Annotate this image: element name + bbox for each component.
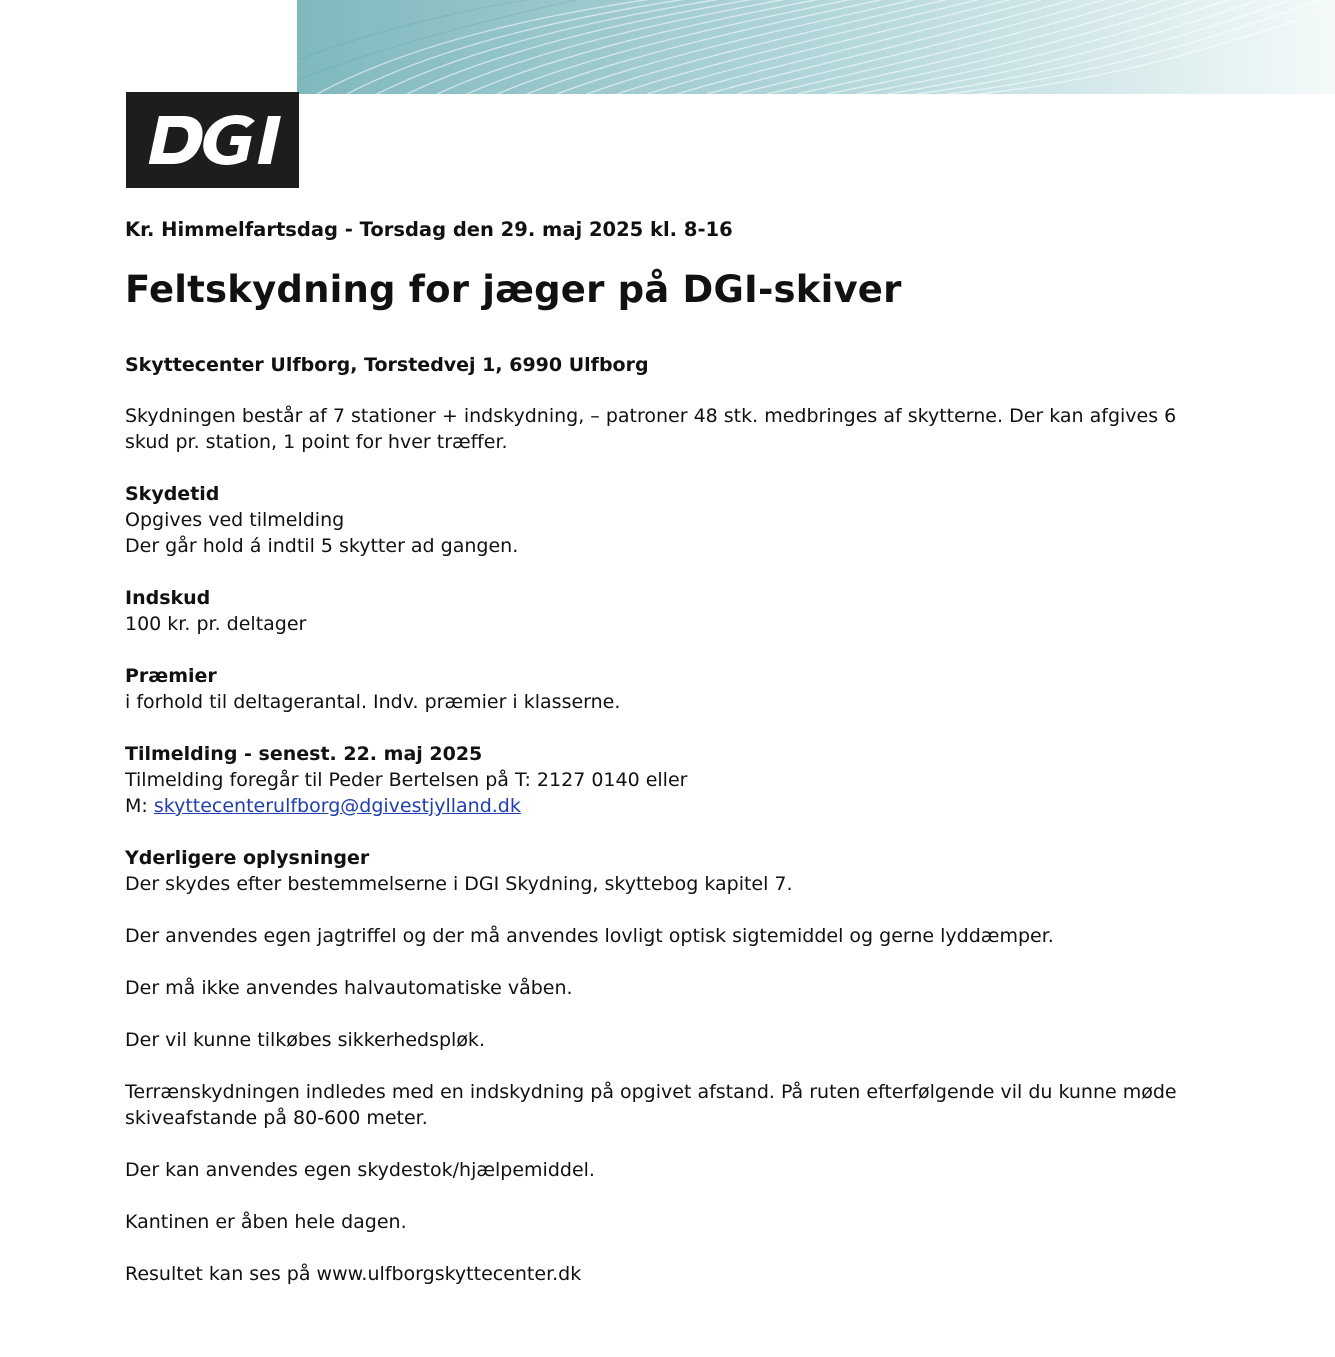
info-paragraph-4: Der vil kunne tilkøbes sikkerhedspløk. — [125, 1029, 485, 1051]
intro-paragraph: Skydningen består af 7 stationer + indskydning, – patroner 48 stk. medbringes af skytterne. Der kan afgives 6 skud pr. station, 1 point for hver træffer. — [125, 405, 1177, 453]
header-banner — [297, 0, 1335, 94]
email-prefix: M: — [125, 795, 154, 817]
skydetid-heading: Skydetid — [125, 483, 220, 505]
tilmelding-line-1: Tilmelding foregår til Peder Bertelsen på T: 2127 0140 eller — [125, 769, 688, 791]
email-link[interactable]: skyttecenterulfborg@dgivestjylland.dk — [153, 795, 521, 817]
info-paragraph-1: Der skydes efter bestemmelserne i DGI Skydning, skyttebog kapitel 7. — [125, 873, 793, 895]
info-paragraph-3: Der må ikke anvendes halvautomatiske våben. — [125, 977, 573, 999]
praemier-line-1: i forhold til deltagerantal. Indv. præmier i klasserne. — [125, 691, 621, 713]
wave-pattern-graphic — [297, 0, 1335, 94]
dgi-logo — [126, 92, 299, 188]
tilmelding-email-line — [125, 793, 521, 819]
event-date-line: Kr. Himmelfartsdag - Torsdag den 29. maj 2025 kl. 8-16 — [125, 218, 733, 241]
page-title: Feltskydning for jæger på DGI-skiver — [125, 268, 902, 311]
yderligere-heading: Yderligere oplysninger — [125, 847, 370, 869]
results-website-line: Resultet kan ses på www.ulfborgskyttecenter.dk — [125, 1263, 582, 1285]
praemier-heading: Præmier — [125, 665, 217, 687]
skydetid-line-2: Der går hold á indtil 5 skytter ad gangen. — [125, 535, 519, 557]
skydetid-line-1: Opgives ved tilmelding — [125, 509, 345, 531]
venue-address: Skyttecenter Ulfborg, Torstedvej 1, 6990 Ulfborg — [125, 354, 649, 376]
info-paragraph-6: Der kan anvendes egen skydestok/hjælpemiddel. — [125, 1159, 595, 1181]
indskud-line-1: 100 kr. pr. deltager — [125, 613, 307, 635]
tilmelding-heading: Tilmelding - senest. 22. maj 2025 — [125, 743, 483, 765]
info-paragraph-5: Terrænskydningen indledes med en indskydning på opgivet afstand. På ruten efterfølgende vil du kunne møde skiveafstande på 80-600 meter. — [125, 1081, 1177, 1129]
info-paragraph-7: Kantinen er åben hele dagen. — [125, 1211, 407, 1233]
indskud-heading: Indskud — [125, 587, 211, 609]
info-paragraph-2: Der anvendes egen jagtriffel og der må anvendes lovligt optisk sigtemiddel og gerne lyddæmper. — [125, 925, 1054, 947]
dgi-logo-mark — [126, 92, 299, 188]
